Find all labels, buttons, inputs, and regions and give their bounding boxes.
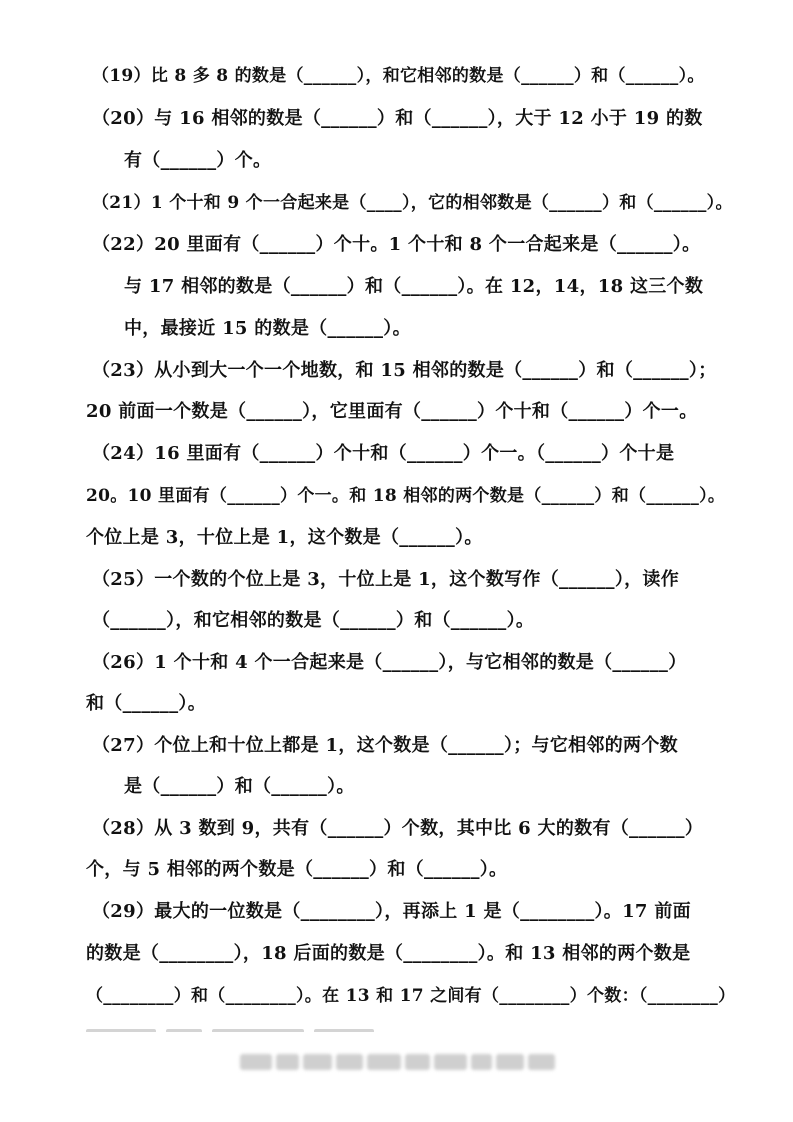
question-24-line-2: 20。10 里面有（______）个一。和 18 相邻的两个数是（______）和（______）。: [86, 486, 726, 506]
question-24-line-1: （24）16 里面有（______）个十和（______）个一。（______）个十是: [92, 443, 675, 464]
question-20-line-1: （20）与 16 相邻的数是（______）和（______），大于 12 小于 19 的数: [92, 108, 703, 129]
question-20-line-2: 有（______）个。: [124, 150, 272, 171]
question-22-line-3: 中，最接近 15 的数是（______）。: [124, 318, 411, 339]
question-26-line-1: （26）1 个十和 4 个一合起来是（______），与它相邻的数是（______）: [92, 652, 687, 673]
cut-off-text-line: [86, 1020, 406, 1032]
question-23-line-1: （23）从小到大一个一个地数，和 15 相邻的数是（______）和（______）；: [92, 360, 717, 381]
question-28-line-2: 个，与 5 相邻的两个数是（______）和（______）。: [86, 859, 508, 880]
question-23-line-2: 20 前面一个数是（______），它里面有（______）个十和（______）个一。: [86, 401, 698, 422]
question-24-line-3: 个位上是 3，十位上是 1，这个数是（______）。: [86, 527, 483, 548]
question-25-line-2: （______），和它相邻的数是（______）和（______）。: [92, 610, 535, 631]
question-19: （19）比 8 多 8 的数是（______），和它相邻的数是（______）和（______）。: [92, 66, 705, 86]
question-29-line-3: （________）和（________）。在 13 和 17 之间有（________）个数：（________）: [86, 986, 736, 1006]
question-27-line-2: 是（______）和（______）。: [124, 776, 355, 797]
question-26-line-2: 和（______）。: [86, 693, 206, 714]
question-29-line-2: 的数是（________），18 后面的数是（________）。和 13 相邻的两个数是: [86, 943, 691, 964]
question-22-line-2: 与 17 相邻的数是（______）和（______）。在 12，14，18 这三个数: [124, 276, 704, 297]
question-27-line-1: （27）个位上和十位上都是 1，这个数是（______）；与它相邻的两个数: [92, 735, 678, 756]
question-28-line-1: （28）从 3 数到 9，共有（______）个数，其中比 6 大的数有（______）: [92, 818, 704, 839]
question-21: （21）1 个十和 9 个一合起来是（____），它的相邻数是（______）和（______）。: [92, 193, 733, 213]
question-29-line-1: （29）最大的一位数是（________），再添上 1 是（________）。17 前面: [92, 901, 691, 922]
blurred-footer-watermark: [240, 1054, 555, 1070]
question-22-line-1: （22）20 里面有（______）个十。1 个十和 8 个一合起来是（______）。: [92, 234, 701, 255]
question-25-line-1: （25）一个数的个位上是 3，十位上是 1，这个数写作（______），读作: [92, 569, 680, 590]
